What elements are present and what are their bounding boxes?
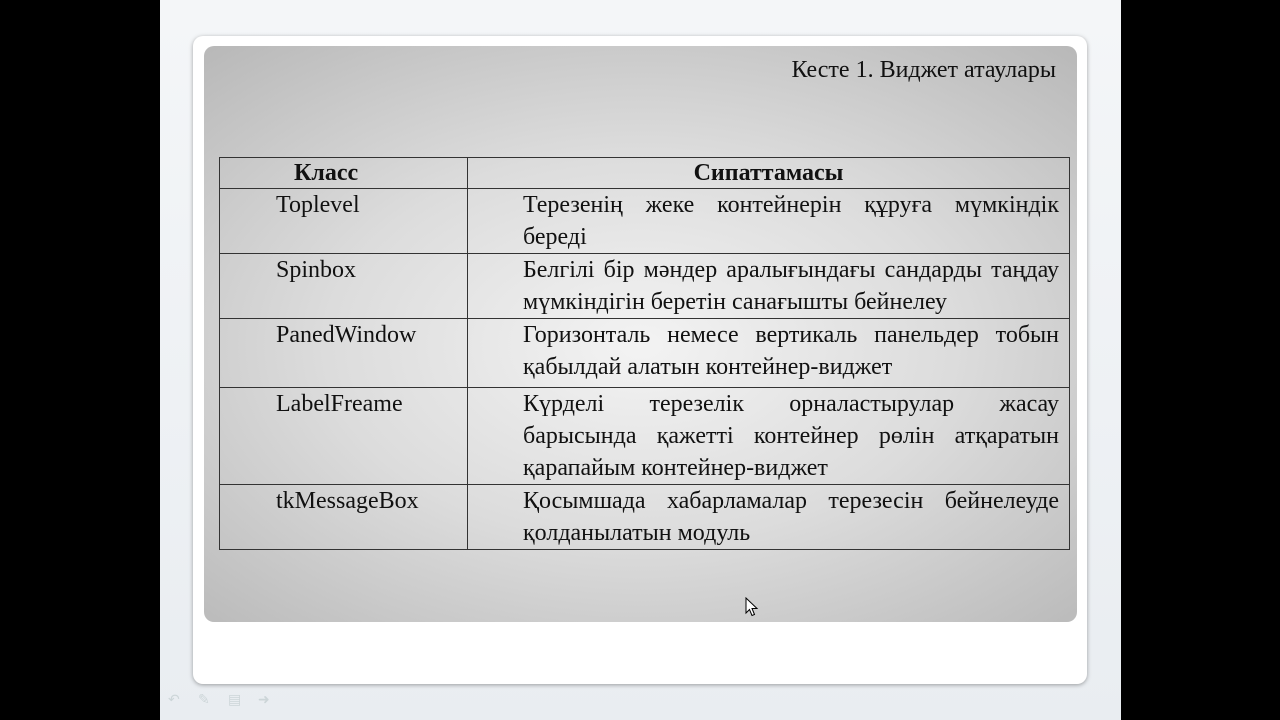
table-row — [220, 189, 1070, 254]
pen-icon[interactable]: ✎ — [198, 692, 210, 708]
cell-class: LabelFreame — [220, 388, 468, 485]
cell-description: Күрделі терезелік орналастырулар жасау барысында қажетті контейнер рөлін атқаратын қарапайым контейнер-виджет — [468, 388, 1070, 485]
arrow-left-icon[interactable]: ↶ — [168, 692, 180, 708]
table-caption: Кесте 1. Виджет атаулары — [791, 57, 1056, 83]
cell-description: Горизонталь немесе вертикаль панельдер тобын қабылдай алатын контейнер-виджет — [468, 319, 1070, 388]
table-row — [220, 319, 1070, 388]
cell-class: Toplevel — [220, 189, 468, 254]
table-header-row — [220, 158, 1070, 189]
cell-description: Қосымшада хабарламалар терезесін бейнелеуде қолданылатын модуль — [468, 485, 1070, 550]
cell-description: Белгілі бір мәндер аралығындағы сандарды таңдау мүмкіндігін беретін санағышты бейнелеу — [468, 254, 1070, 319]
cell-class: PanedWindow — [220, 319, 468, 388]
table-row — [220, 485, 1070, 550]
slide-nav-toolbar — [168, 692, 276, 708]
table-row — [220, 254, 1070, 319]
cell-description: Терезенің жеке контейнерін құруға мүмкіндік береді — [468, 189, 1070, 254]
header-description: Сипаттамасы — [468, 158, 1070, 189]
cell-class: tkMessageBox — [220, 485, 468, 550]
header-class: Класс — [220, 158, 468, 189]
menu-icon[interactable]: ▤ — [228, 692, 242, 708]
table-row — [220, 388, 1070, 485]
slide — [193, 36, 1087, 684]
slide-content-panel — [204, 46, 1077, 622]
arrow-right-icon[interactable]: ➜ — [258, 692, 270, 708]
cell-class: Spinbox — [220, 254, 468, 319]
widget-table — [219, 157, 1070, 550]
mouse-cursor-icon — [745, 597, 759, 617]
presentation-viewer — [160, 0, 1121, 720]
